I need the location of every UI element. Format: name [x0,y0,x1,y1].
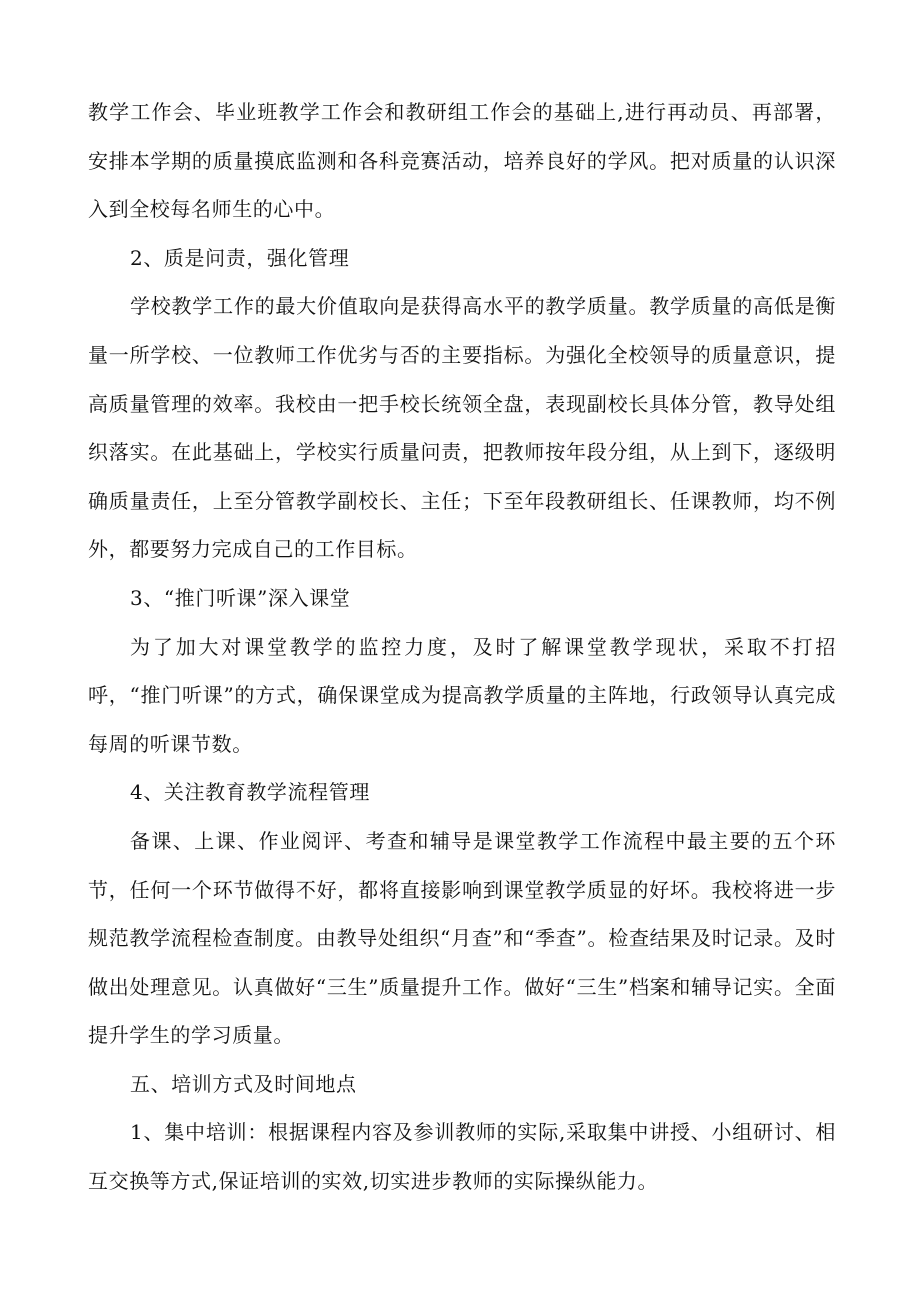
document-body [88,88,836,1206]
paragraph-teaching-process: 备课、上课、作业阅评、考查和辅导是课堂教学工作流程中最主要的五个环节，任何一个环节做得不好，都将直接影响到课堂教学质显的好坏。我校将进一步规范教学流程检查制度。由教导处组织“月查”和“季查”。检查结果及时记录。及时做出处理意见。认真做好“三生”质量提升工作。做好“三生”档案和辅导记实。全面提升学生的学习质量。 [88,828,836,1048]
section-heading-3: 3、“推门听课”深入课堂 [130,585,351,610]
paragraph-continued: 教学工作会、毕业班教学工作会和教研组工作会的基础上,进行再动员、再部署，安排本学期的质量摸底监测和各科竞赛活动，培养良好的学风。把对质量的认识深入到全校每名师生的心中。 [88,100,836,222]
section-heading-4: 4、关注教育教学流程管理 [130,780,370,805]
section-heading-2: 2、质是问责，强化管理 [130,245,350,270]
section-heading-training: 五、培训方式及时间地点 [130,1071,357,1096]
paragraph-class-observation: 为了加大对课堂教学的监控力度，及时了解课堂教学现状，采取不打招呼，“推门听课”的方式，确保课堂成为提高教学质量的主阵地，行政领导认真完成每周的听课节数。 [88,634,836,756]
paragraph-centralized-training: 1、集中培训：根据课程内容及参训教师的实际,采取集中讲授、小组研讨、相互交换等方式,保证培训的实效,切实进步教师的实际操纵能力。 [88,1120,836,1194]
paragraph-quality-accountability: 学校教学工作的最大价值取向是获得高水平的教学质量。教学质量的高低是衡量一所学校、一位教师工作优劣与否的主要指标。为强化全校领导的质量意识，提高质量管理的效率。我校由一把手校长统领全盘，表现副校长具体分管，教导处组织落实。在此基础上，学校实行质量问责，把教师按年段分组，从上到下，逐级明确质量责任，上至分管教学副校长、主任；下至年段教研组长、任课教师，均不例外，都要努力完成自己的工作目标。 [88,294,836,562]
